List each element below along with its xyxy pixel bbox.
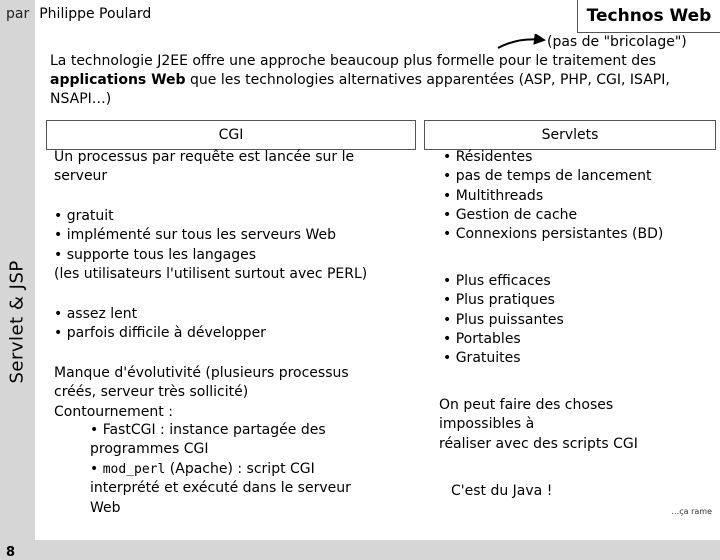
vertical-title: Servlet & JSP: [6, 260, 28, 384]
author-name: Philippe Poulard: [39, 6, 152, 22]
code-modperl: mod_perl: [102, 462, 166, 477]
cgi-cell-1: Un processus par requête est lancée sur le serveur: [54, 149, 355, 185]
intro-text-1: La technologie J2EE offre une approche beaucoup plus formelle pour le traitement des: [50, 53, 657, 69]
bullet: •: [90, 461, 103, 477]
cgi-cell-3: • assez lent • parfois difficile à développer: [54, 306, 266, 342]
header-author: [0, 0, 157, 28]
servlets-cell-4: C'est du Java !: [451, 483, 553, 499]
servlets-cell-3: On peut faire des choses impossibles à réaliser avec des scripts CGI: [439, 397, 638, 452]
cgi-bullet-modperl: [90, 460, 351, 518]
intro-text-2: que les technologies alternatives apparentées (ASP, PHP, CGI, ISAPI, NSAPI…): [50, 72, 670, 107]
arrow-icon: [496, 34, 552, 54]
slide-series-title: Technos Web: [577, 0, 720, 33]
par-label: par: [0, 6, 33, 22]
note-text: (pas de "bricolage"): [547, 34, 687, 50]
footer-note: …ça rame: [671, 507, 712, 516]
cgi-cell-4: Manque d'évolutivité (plusieurs processus créés, serveur très sollicité) Contournement :: [54, 365, 349, 420]
servlets-column-header: Servlets: [424, 120, 716, 150]
servlets-cell-2: • Plus efficaces • Plus pratiques • Plus puissantes • Portables • Gratuites: [443, 273, 564, 367]
cgi-cell-2: • gratuit • implémenté sur tous les serveurs Web • supporte tous les langages (les utilisateurs l'utilisent surtout avec PERL): [54, 208, 368, 282]
servlets-cell-1: • Résidentes • pas de temps de lancement • Multithreads • Gestion de cache • Connexions persistantes (BD): [443, 149, 664, 243]
page-number: 8: [6, 545, 16, 560]
cgi-bullet-fastcgi: • FastCGI : instance partagée des programmes CGI: [90, 422, 326, 458]
intro-paragraph: [50, 52, 715, 109]
modperl-text: (Apache) : script CGI interprété et exécuté dans le serveur Web: [90, 461, 351, 516]
cgi-column-header: CGI: [46, 120, 416, 150]
sidebar: [0, 28, 34, 560]
intro-bold: applications Web: [50, 72, 186, 88]
